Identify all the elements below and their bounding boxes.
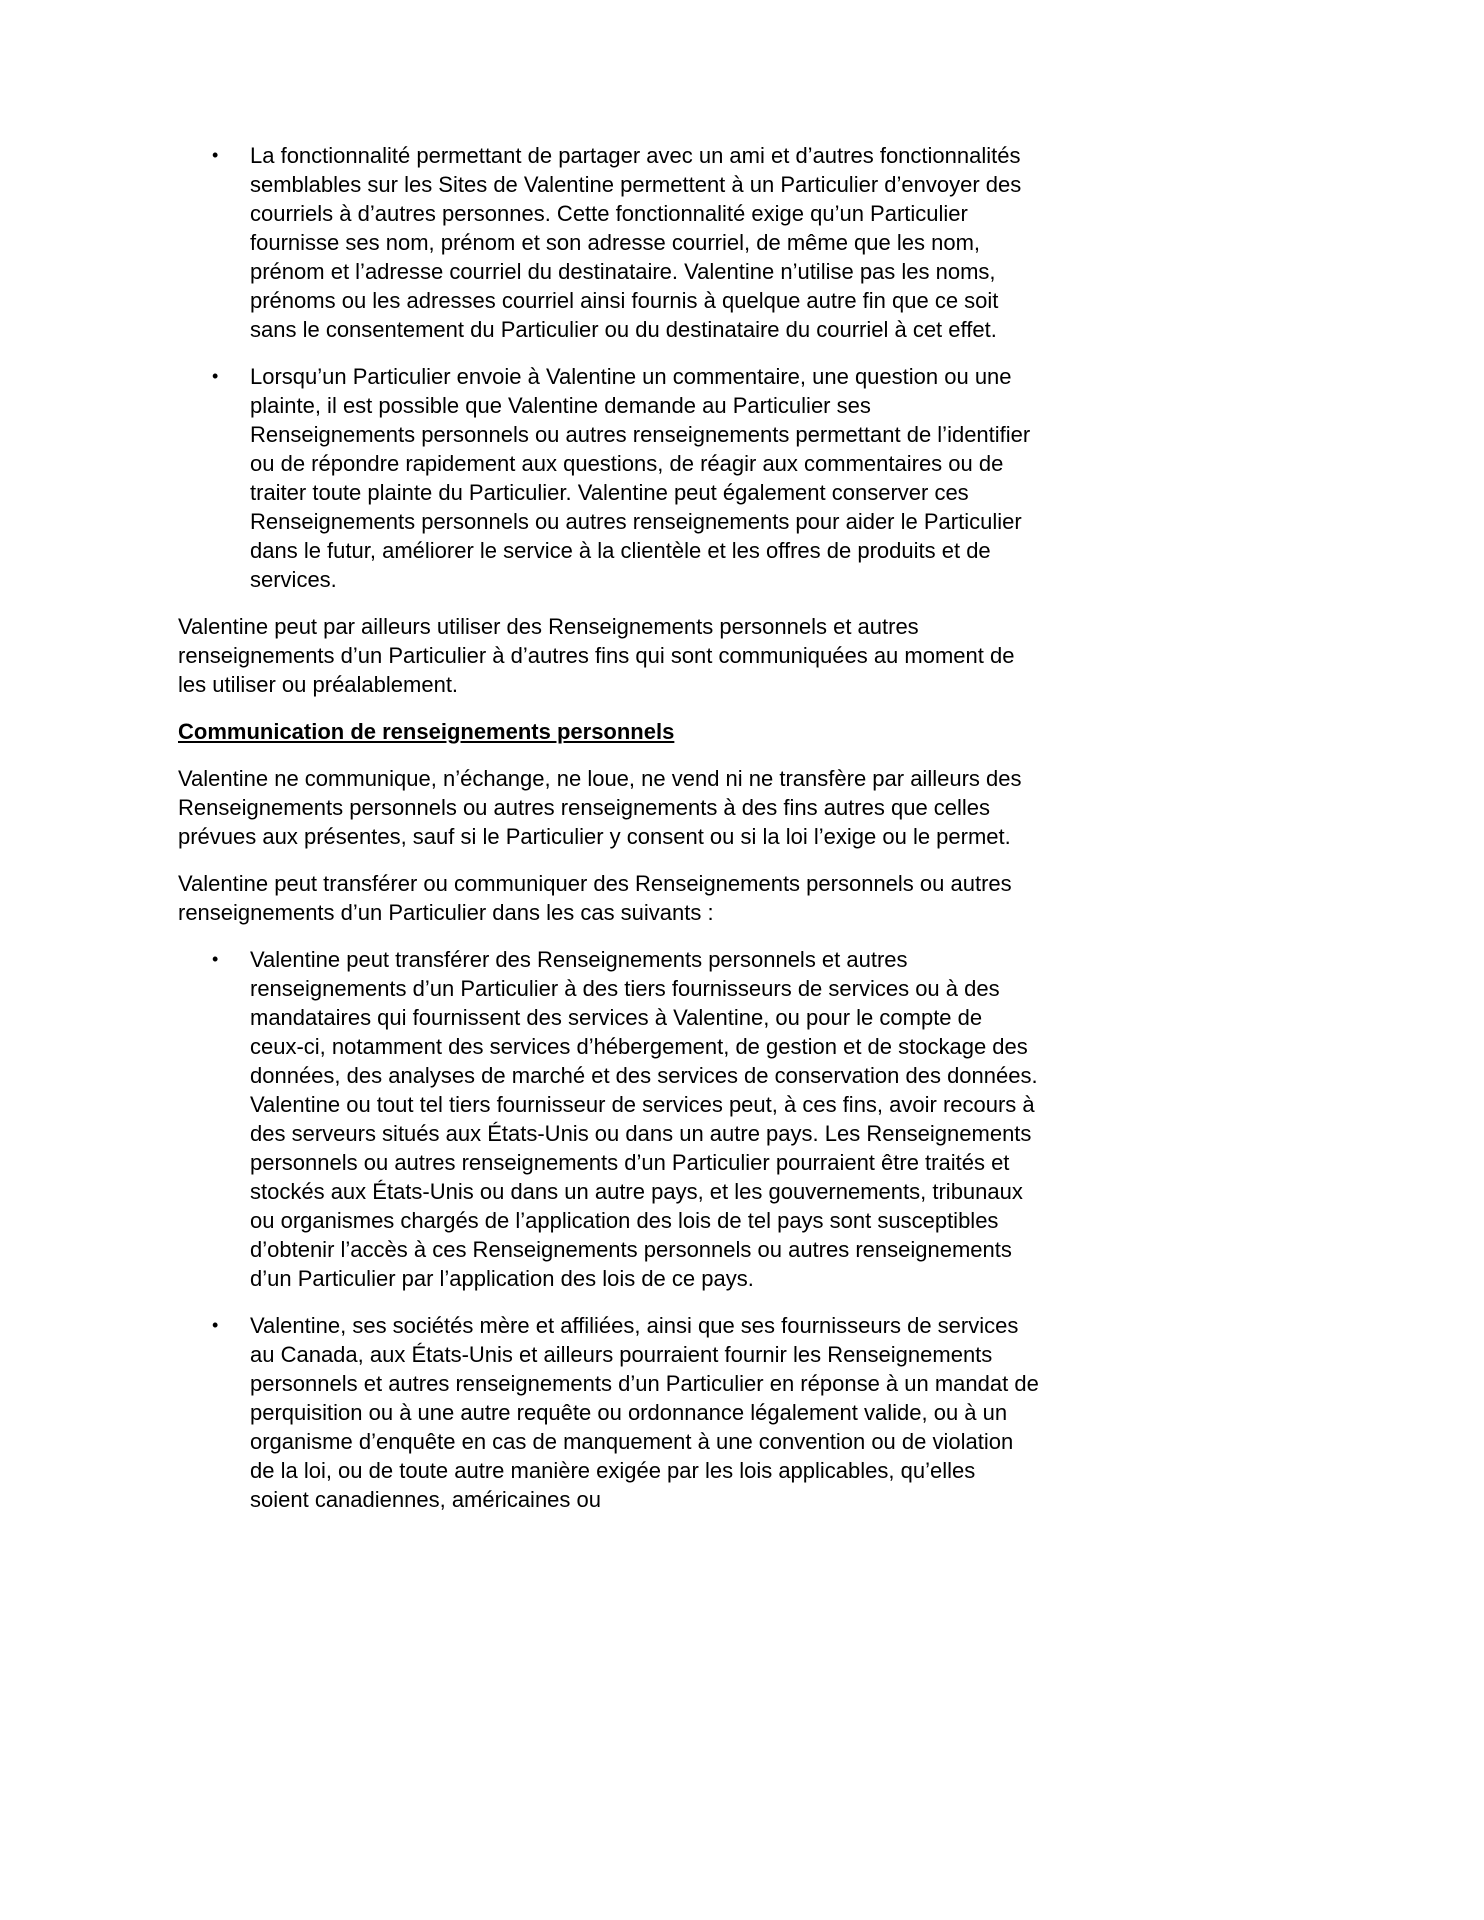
bullet-list-top	[178, 141, 1040, 594]
bullet-marker: •	[212, 145, 219, 165]
list-item	[178, 141, 1040, 344]
list-item-text: Lorsqu’un Particulier envoie à Valentine un commentaire, une question ou une plainte, il est possible que Valentine demande au Particulier ses Renseignements personnels ou autres renseignements permettant de l’identifier ou de répondre rapidement aux questions, de réagir aux commentaires ou de traiter toute plainte du Particulier. Valentine peut également conserver ces Renseignements personnels ou autres renseignements pour aider le Particulier dans le futur, améliorer le service à la clientèle et les offres de produits et de services.	[250, 364, 1031, 592]
bullet-marker: •	[212, 949, 219, 969]
paragraph-no-share: Valentine ne communique, n’échange, ne loue, ne vend ni ne transfère par ailleurs des Renseignements personnels ou autres renseignements à des fins autres que celles prévues aux présentes, sauf si le Particulier y consent ou si la loi l’exige ou le permet.	[178, 766, 1022, 849]
list-item	[178, 945, 1040, 1293]
list-item-text: Valentine, ses sociétés mère et affiliées, ainsi que ses fournisseurs de services au Canada, aux États-Unis et ailleurs pourraient fournir les Renseignements personnels et autres renseignements d’un Particulier en réponse à un mandat de perquisition ou à une autre requête ou ordonnance légalement valide, ou à un organisme d’enquête en cas de manquement à une convention ou de violation de la loi, ou de toute autre manière exigée par les lois applicables, qu’elles soient canadiennes, américaines ou	[250, 1313, 1039, 1512]
paragraph-other-uses: Valentine peut par ailleurs utiliser des Renseignements personnels et autres renseignements d’un Particulier à d’autres fins qui sont communiquées au moment de les utiliser ou préalablement.	[178, 614, 1015, 697]
list-item-text: La fonctionnalité permettant de partager avec un ami et d’autres fonctionnalités semblables sur les Sites de Valentine permettent à un Particulier d’envoyer des courriels à d’autres personnes. Cette fonctionnalité exige qu’un Particulier fournisse ses nom, prénom et son adresse courriel, de même que les nom, prénom et l’adresse courriel du destinataire. Valentine n’utilise pas les noms, prénoms ou les adresses courriel ainsi fournis à quelque autre fin que ce soit sans le consentement du Particulier ou du destinataire du courriel à cet effet.	[250, 143, 1022, 342]
bullet-marker: •	[212, 1315, 219, 1335]
list-item	[178, 362, 1040, 594]
paragraph-transfer-cases: Valentine peut transférer ou communiquer des Renseignements personnels ou autres renseignements d’un Particulier dans les cas suivants :	[178, 871, 1012, 925]
list-item-text: Valentine peut transférer des Renseignements personnels et autres renseignements d’un Particulier à des tiers fournisseurs de services ou à des mandataires qui fournissent des services à Valentine, ou pour le compte de ceux-ci, notamment des services d’hébergement, de gestion et de stockage des données, des analyses de marché et des services de conservation des données. Valentine ou tout tel tiers fournisseur de services peut, à ces fins, avoir recours à des serveurs situés aux États-Unis ou dans un autre pays. Les Renseignements personnels ou autres renseignements d’un Particulier pourraient être traités et stockés aux États-Unis ou dans un autre pays, et les gouvernements, tribunaux ou organismes chargés de l’application des lois de tel pays sont susceptibles d’obtenir l’accès à ces Renseignements personnels ou autres renseignements d’un Particulier par l’application des lois de ce pays.	[250, 947, 1038, 1291]
list-item	[178, 1311, 1040, 1514]
section-heading-communication: Communication de renseignements personnels	[178, 719, 675, 744]
bullet-list-bottom	[178, 945, 1040, 1514]
bullet-marker: •	[212, 366, 219, 386]
document-content	[178, 141, 1040, 1514]
